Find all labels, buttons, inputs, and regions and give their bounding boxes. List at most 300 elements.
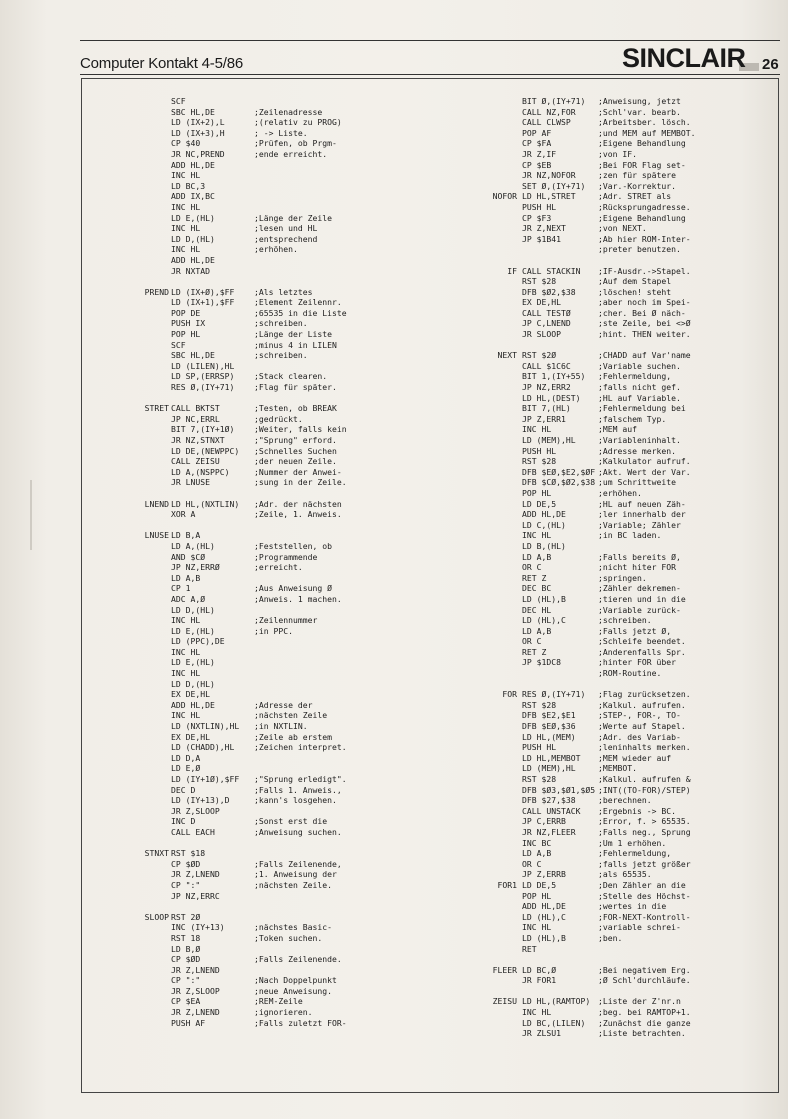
instruction: INC D bbox=[171, 816, 196, 827]
line-comment: ;cher. Bei Ø näch- bbox=[598, 307, 686, 318]
line-comment: ;Falls jetzt Ø, bbox=[598, 625, 672, 636]
instruction: LD B,(HL) bbox=[522, 540, 566, 551]
line-comment: ;Zeile, 1. Anweis. bbox=[254, 509, 342, 520]
line-comment: ;entsprechend bbox=[254, 233, 318, 244]
instruction: JR Z,IF bbox=[522, 148, 557, 159]
line-comment: ;gedrückt. bbox=[254, 413, 303, 424]
instruction: LD B,A bbox=[171, 530, 201, 541]
instruction: INC HL bbox=[171, 615, 201, 626]
line-comment: ;von NEXT. bbox=[598, 223, 647, 234]
instruction: JR NZ,NOFOR bbox=[522, 170, 576, 181]
line-comment: ;ignorieren. bbox=[254, 1007, 313, 1018]
instruction: INC HL bbox=[171, 710, 201, 721]
line-comment: ;als 65535. bbox=[598, 869, 652, 880]
instruction: DEC D bbox=[171, 784, 196, 795]
instruction: RST $28 bbox=[522, 699, 557, 710]
instruction: ADD HL,DE bbox=[522, 509, 566, 520]
line-comment: ;erreicht. bbox=[254, 562, 303, 573]
instruction: LD (CHADD),HL bbox=[171, 742, 235, 753]
line-comment: ;Adr. der nächsten bbox=[254, 498, 342, 509]
line-comment: ;Werte auf Stapel. bbox=[598, 721, 686, 732]
line-comment: ;Falls zuletzt FOR- bbox=[254, 1017, 347, 1028]
instruction: LD (IX+3),H bbox=[171, 127, 225, 138]
line-comment: ;ste Zeile, bei <>Ø bbox=[598, 318, 691, 329]
instruction: JR Z,LNEND bbox=[171, 964, 220, 975]
line-comment: ;preter benutzen. bbox=[598, 244, 681, 255]
instruction: INC HL bbox=[171, 170, 201, 181]
line-comment: ;Testen, ob BREAK bbox=[254, 403, 337, 414]
line-comment: ;Error, f. > 65535. bbox=[598, 816, 691, 827]
line-comment: ;lesen und HL bbox=[254, 223, 318, 234]
instruction: CALL $1C6C bbox=[522, 360, 571, 371]
instruction: JR Z,SLOOP bbox=[171, 805, 220, 816]
line-comment: ;Um 1 erhöhen. bbox=[598, 837, 667, 848]
line-comment: ;Kalkulator aufruf. bbox=[598, 456, 691, 467]
instruction: LD D,(HL) bbox=[171, 678, 215, 689]
line-comment: ;Arbeitsber. lösch. bbox=[598, 117, 691, 128]
instruction: OR C bbox=[522, 636, 542, 647]
instruction: DEC HL bbox=[522, 604, 552, 615]
line-comment: ;Akt. Wert der Var. bbox=[598, 466, 691, 477]
line-comment: ;MEMBOT. bbox=[598, 763, 637, 774]
instruction: RES Ø,(IY+71) bbox=[171, 382, 235, 393]
line-comment: ;sung in der Zeile. bbox=[254, 477, 347, 488]
instruction: POP HL bbox=[171, 329, 201, 340]
line-comment: ;beg. bei RAMTOP+1. bbox=[598, 1007, 691, 1018]
line-comment: ;Aus Anweisung Ø bbox=[254, 583, 332, 594]
instruction: LD A,B bbox=[171, 572, 201, 583]
line-comment: ;Fehlermeldung bei bbox=[598, 403, 686, 414]
instruction: ADD HL,DE bbox=[171, 254, 215, 265]
instruction: RET Z bbox=[522, 572, 547, 583]
instruction: POP DE bbox=[171, 307, 201, 318]
instruction: CP $EA bbox=[171, 996, 201, 1007]
line-label: FOR bbox=[502, 689, 517, 700]
instruction: INC HL bbox=[522, 1007, 552, 1018]
instruction: EX DE,HL bbox=[171, 731, 210, 742]
line-comment: ;von IF. bbox=[598, 148, 637, 159]
line-comment: ;"Sprung" erford. bbox=[254, 435, 337, 445]
instruction: CALL ZEISU bbox=[171, 456, 220, 467]
line-comment: ;zen für spätere bbox=[598, 170, 676, 181]
instruction: JP Z,ERRB bbox=[522, 869, 566, 880]
instruction: ADD HL,DE bbox=[171, 159, 215, 170]
instruction: BIT 7,(HL) bbox=[522, 403, 571, 414]
line-comment: ;Variable zurück- bbox=[598, 604, 681, 615]
instruction: LD (IY+13),D bbox=[171, 795, 230, 806]
instruction: JP NZ,ERR2 bbox=[522, 382, 571, 393]
section-title: SINCLAIR bbox=[622, 43, 746, 73]
line-label: SLOOP bbox=[144, 911, 169, 922]
instruction: LD (IX+2),L bbox=[171, 117, 225, 128]
line-comment: ;in PPC. bbox=[254, 625, 293, 636]
instruction: CP $FA bbox=[522, 138, 552, 149]
header-top-rule bbox=[80, 40, 780, 41]
instruction: DFB $CØ,$Ø2,$38 bbox=[522, 477, 596, 488]
line-comment: ;leninhalts merken. bbox=[598, 742, 691, 753]
instruction: LD E,(HL) bbox=[171, 657, 215, 668]
instruction: CP $F3 bbox=[522, 212, 552, 223]
instruction: RST $2Ø bbox=[522, 350, 557, 361]
line-comment: ;Programmende bbox=[254, 551, 318, 562]
line-comment: ;schreiben. bbox=[254, 318, 308, 329]
instruction: CALL UNSTACK bbox=[522, 805, 581, 816]
line-label: STNXT bbox=[144, 848, 169, 859]
line-comment: ;Ab hier ROM-Inter- bbox=[598, 233, 691, 244]
instruction: CALL CLWSP bbox=[522, 117, 571, 128]
line-comment: ;Nummer der Anwei- bbox=[254, 466, 342, 477]
instruction: DFB $E2,$E1 bbox=[522, 710, 576, 721]
line-comment: ;wertes in die bbox=[598, 901, 667, 912]
line-comment: ;in BC laden. bbox=[598, 530, 662, 541]
line-label: NEXT bbox=[497, 350, 517, 361]
instruction: POP HL bbox=[522, 487, 552, 498]
line-comment: ;Falls 1. Anweis., bbox=[254, 784, 342, 795]
instruction: RST 18 bbox=[171, 932, 201, 943]
line-comment: ;in NXTLIN. bbox=[254, 721, 308, 732]
line-label: NOFOR bbox=[492, 191, 517, 202]
instruction: JP $1DC8 bbox=[522, 657, 561, 668]
line-comment: ;MEM auf bbox=[598, 424, 637, 435]
line-comment: ;minus 4 in LILEN bbox=[254, 339, 337, 350]
line-label: FLEER bbox=[492, 964, 517, 975]
instruction: PUSH HL bbox=[522, 445, 557, 456]
instruction: JP NZ,ERRØ bbox=[171, 562, 220, 573]
line-comment: ;schreiben. bbox=[254, 350, 308, 361]
instruction: CP ":" bbox=[171, 975, 201, 986]
instruction: CALL BKTST bbox=[171, 403, 220, 414]
line-comment: ;erhöhen. bbox=[598, 487, 642, 498]
line-comment: ; -> Liste. bbox=[254, 127, 308, 138]
line-label: STRET bbox=[144, 403, 169, 414]
instruction: JR FOR1 bbox=[522, 975, 557, 986]
instruction: LD B,Ø bbox=[171, 943, 201, 954]
line-comment: ;"Sprung erledigt". bbox=[254, 774, 347, 784]
line-comment: ;ROM-Routine. bbox=[598, 668, 662, 679]
instruction: LD DE,(NEWPPC) bbox=[171, 445, 240, 456]
instruction: LD SP,(ERRSP) bbox=[171, 371, 235, 382]
line-comment: ;Kalkul. aufrufen. bbox=[598, 699, 686, 710]
line-comment: ;Stack clearen. bbox=[254, 371, 328, 382]
instruction: LD HL,MEMBOT bbox=[522, 752, 581, 763]
line-comment: ;Stelle des Höchst- bbox=[598, 890, 691, 901]
instruction: EX DE,HL bbox=[171, 689, 210, 700]
instruction: LD A,(NSPPC) bbox=[171, 466, 230, 477]
line-comment: ;Anweisung suchen. bbox=[254, 826, 342, 837]
line-comment: ;nächstes Basic- bbox=[254, 922, 332, 933]
line-comment: ;Sonst erst die bbox=[254, 816, 328, 827]
line-comment: ;(relativ zu PROG) bbox=[254, 117, 342, 128]
instruction: DFB $27,$38 bbox=[522, 795, 576, 806]
line-comment: ;hint. THEN weiter. bbox=[598, 329, 691, 340]
instruction: RES Ø,(IY+71) bbox=[522, 689, 586, 700]
instruction: CP $ØD bbox=[171, 858, 201, 869]
line-comment: ;nicht hiter FOR bbox=[598, 562, 676, 573]
line-label: LNEND bbox=[144, 498, 169, 509]
instruction: PUSH HL bbox=[522, 201, 557, 212]
instruction: INC HL bbox=[522, 530, 552, 541]
line-comment: ;Den Zähler an die bbox=[598, 879, 686, 890]
line-comment: ;berechnen. bbox=[598, 795, 652, 806]
line-comment: ;65535 in die Liste bbox=[254, 307, 347, 318]
instruction: JR Z,SLOOP bbox=[171, 985, 220, 996]
line-comment: ;Falls neg., Sprung bbox=[598, 826, 691, 837]
line-comment: ;falschem Typ. bbox=[598, 413, 667, 424]
line-comment: ;Flag zurücksetzen. bbox=[598, 689, 691, 700]
line-comment: ;falls nicht gef. bbox=[598, 382, 681, 393]
line-comment: ;Zunächst die ganze bbox=[598, 1017, 691, 1028]
page-number: 26 bbox=[762, 56, 779, 73]
line-comment: ;Fehlermeldung, bbox=[598, 848, 672, 859]
line-comment: ;Token suchen. bbox=[254, 932, 323, 943]
instruction: CALL STACKIN bbox=[522, 265, 581, 276]
instruction: LD (MEM),HL bbox=[522, 763, 576, 774]
instruction: LD (MEM),HL bbox=[522, 435, 576, 445]
instruction: LD D,A bbox=[171, 752, 201, 763]
instruction: INC HL bbox=[171, 668, 201, 679]
line-comment: ;und MEM auf MEMBOT. bbox=[598, 127, 696, 138]
instruction: JR ZLSU1 bbox=[522, 1028, 561, 1039]
instruction: LD C,(HL) bbox=[522, 519, 566, 530]
line-comment: ;MEM wieder auf bbox=[598, 752, 672, 763]
instruction: LD BC,Ø bbox=[522, 964, 557, 975]
line-comment: ;Fehlermeldung, bbox=[598, 371, 672, 382]
line-comment: ;springen. bbox=[598, 572, 647, 583]
line-label: FOR1 bbox=[497, 879, 517, 890]
instruction: JR NC,PREND bbox=[171, 148, 225, 159]
instruction: RST $18 bbox=[171, 848, 206, 859]
instruction: CP $EB bbox=[522, 159, 552, 170]
instruction: LD DE,5 bbox=[522, 498, 557, 509]
instruction: JP NZ,ERRC bbox=[171, 890, 220, 901]
instruction: LD BC,(LILEN) bbox=[522, 1017, 586, 1028]
instruction: LD HL,(RAMTOP) bbox=[522, 996, 591, 1007]
instruction: PUSH HL bbox=[522, 742, 557, 753]
instruction: JR Z,NEXT bbox=[522, 223, 566, 234]
magazine-issue-title: Computer Kontakt 4-5/86 bbox=[80, 55, 243, 72]
instruction: ADD HL,DE bbox=[522, 901, 566, 912]
line-comment: ;kann's losgehen. bbox=[254, 795, 337, 806]
line-comment: ;Adresse der bbox=[254, 699, 313, 710]
instruction: LD (NXTLIN),HL bbox=[171, 721, 240, 732]
instruction: DFB $Ø3,$Ø1,$Ø5 bbox=[522, 784, 596, 795]
instruction: SBC HL,DE bbox=[171, 350, 215, 361]
instruction: INC (IY+13) bbox=[171, 922, 225, 933]
instruction: AND $CØ bbox=[171, 551, 206, 562]
instruction: RST 2Ø bbox=[171, 911, 201, 922]
instruction: LD (IX+1),$FF bbox=[171, 297, 235, 308]
line-comment: ;Feststellen, ob bbox=[254, 540, 332, 551]
instruction: INC HL bbox=[171, 646, 201, 657]
instruction: RST $28 bbox=[522, 456, 557, 467]
line-comment: ;Variable; Zähler bbox=[598, 519, 681, 530]
instruction: LD A,B bbox=[522, 551, 552, 562]
instruction: LD A,B bbox=[522, 625, 552, 636]
instruction: LD (HL),B bbox=[522, 593, 566, 604]
instruction: PUSH IX bbox=[171, 318, 206, 329]
line-comment: ;Länge der Liste bbox=[254, 329, 332, 340]
line-comment: ;Rücksprungadresse. bbox=[598, 201, 691, 212]
line-comment: ;Ergebnis -> BC. bbox=[598, 805, 676, 816]
line-label: IF bbox=[507, 265, 517, 276]
instruction: BIT 7,(IY+1Ø) bbox=[171, 424, 235, 435]
line-comment: ;neue Anweisung. bbox=[254, 985, 332, 996]
line-comment: ;Variableninhalt. bbox=[598, 435, 681, 445]
instruction: LD E,(HL) bbox=[171, 625, 215, 636]
instruction: RET bbox=[522, 943, 537, 954]
instruction: INC HL bbox=[522, 922, 552, 933]
instruction: JR SLOOP bbox=[522, 329, 561, 340]
instruction: LD (IX+Ø),$FF bbox=[171, 286, 235, 297]
instruction: LD (IY+1Ø),$FF bbox=[171, 774, 240, 784]
line-comment: ;Eigene Behandlung bbox=[598, 138, 686, 149]
line-comment: ;der neuen Zeile. bbox=[254, 456, 337, 467]
line-comment: ;Als letztes bbox=[254, 286, 313, 297]
instruction: JP Z,ERR1 bbox=[522, 413, 566, 424]
instruction: LD (PPC),DE bbox=[171, 636, 225, 647]
line-comment: ;Adr. des Variab- bbox=[598, 731, 681, 742]
line-comment: ;Falls Zeilenende, bbox=[254, 858, 342, 869]
line-comment: ;CHADD auf Var'name bbox=[598, 350, 691, 361]
instruction: DEC BC bbox=[522, 583, 552, 594]
line-comment: ;Länge der Zeile bbox=[254, 212, 332, 223]
line-comment: ;Zeile ab erstem bbox=[254, 731, 332, 742]
instruction: JR NXTAD bbox=[171, 265, 210, 276]
line-comment: ;ler innerhalb der bbox=[598, 509, 686, 520]
line-comment: ;HL auf neuen Zäh- bbox=[598, 498, 686, 509]
instruction: LD (HL),C bbox=[522, 911, 566, 922]
instruction: CP $ØD bbox=[171, 954, 201, 965]
instruction: XOR A bbox=[171, 509, 196, 520]
line-comment: ;Flag für später. bbox=[254, 382, 337, 393]
line-comment: ;Adresse merken. bbox=[598, 445, 676, 456]
instruction: OR C bbox=[522, 562, 542, 573]
instruction: POP AF bbox=[522, 127, 552, 138]
instruction: SBC HL,DE bbox=[171, 106, 215, 117]
line-comment: ;Zeichen interpret. bbox=[254, 742, 347, 753]
instruction: LD BC,3 bbox=[171, 180, 206, 191]
instruction: INC HL bbox=[522, 424, 552, 435]
instruction: CP $40 bbox=[171, 138, 201, 149]
line-comment: ;Prüfen, ob Prgm- bbox=[254, 138, 337, 149]
instruction: INC HL bbox=[171, 223, 201, 234]
line-comment: ;Variable suchen. bbox=[598, 360, 681, 371]
instruction: RST $28 bbox=[522, 774, 557, 784]
line-comment: ;falls jetzt größer bbox=[598, 858, 691, 869]
line-comment: ;Nach Doppelpunkt bbox=[254, 975, 337, 986]
instruction: LD A,(HL) bbox=[171, 540, 215, 551]
instruction: INC HL bbox=[171, 244, 201, 255]
instruction: LD E,Ø bbox=[171, 763, 201, 774]
line-comment: ;Falls bereits Ø, bbox=[598, 551, 681, 562]
line-comment: ;um Schrittweite bbox=[598, 477, 676, 488]
instruction: CP ":" bbox=[171, 879, 201, 890]
instruction: LD D,(HL) bbox=[171, 604, 215, 615]
line-comment: ;Anweisung, jetzt bbox=[598, 96, 681, 106]
line-comment: ;Bei negativem Erg. bbox=[598, 964, 691, 975]
instruction: LD DE,5 bbox=[522, 879, 557, 890]
line-comment: ;variable schrei- bbox=[598, 922, 681, 933]
line-comment: ;Kalkul. aufrufen & bbox=[598, 774, 691, 784]
instruction: DFB $EØ,$36 bbox=[522, 721, 576, 732]
instruction: SET Ø,(IY+71) bbox=[522, 180, 586, 191]
instruction: LD HL,(MEM) bbox=[522, 731, 576, 742]
instruction: JP NC,ERRL bbox=[171, 413, 220, 424]
line-comment: ;Falls Zeilenende. bbox=[254, 954, 342, 965]
line-comment: ;ende erreicht. bbox=[254, 148, 328, 159]
instruction: SCF bbox=[171, 339, 186, 350]
line-comment: ;Bei FOR Flag set- bbox=[598, 159, 686, 170]
instruction: LD D,(HL) bbox=[171, 233, 215, 244]
instruction: LD HL,(DEST) bbox=[522, 392, 581, 403]
instruction: JR NZ,FLEER bbox=[522, 826, 576, 837]
instruction: BIT Ø,(IY+71) bbox=[522, 96, 586, 106]
instruction: SCF bbox=[171, 96, 186, 106]
instruction: JR Z,LNEND bbox=[171, 869, 220, 880]
instruction: PUSH AF bbox=[171, 1017, 206, 1028]
instruction: LD (HL),B bbox=[522, 932, 566, 943]
line-comment: ;1. Anweisung der bbox=[254, 869, 337, 880]
instruction: LD (LILEN),HL bbox=[171, 360, 235, 371]
instruction: JP C,LNEND bbox=[522, 318, 571, 329]
line-comment: ;Auf dem Stapel bbox=[598, 276, 672, 287]
line-comment: ;Schl'var. bearb. bbox=[598, 106, 681, 117]
line-comment: ;Weiter, falls kein bbox=[254, 424, 347, 435]
instruction: RST $28 bbox=[522, 276, 557, 287]
line-comment: ;Var.-Korrektur. bbox=[598, 180, 676, 191]
instruction: OR C bbox=[522, 858, 542, 869]
instruction: CALL NZ,FOR bbox=[522, 106, 576, 117]
instruction: LD (HL),C bbox=[522, 615, 566, 626]
instruction: LD HL,STRET bbox=[522, 191, 576, 202]
instruction: LD E,(HL) bbox=[171, 212, 215, 223]
line-comment: ;ben. bbox=[598, 932, 623, 943]
instruction: JR NZ,STNXT bbox=[171, 435, 225, 445]
instruction: RET Z bbox=[522, 646, 547, 657]
instruction: JR Z,LNEND bbox=[171, 1007, 220, 1018]
line-comment: ;aber noch im Spei- bbox=[598, 297, 691, 308]
line-comment: ;schreiben. bbox=[598, 615, 652, 626]
instruction: POP HL bbox=[522, 890, 552, 901]
line-comment: ;IF-Ausdr.->Stapel. bbox=[598, 265, 691, 276]
line-comment: ;Adr. STRET als bbox=[598, 191, 672, 202]
line-comment: ;erhöhen. bbox=[254, 244, 298, 255]
line-comment: ;Anderenfalls Spr. bbox=[598, 646, 686, 657]
line-comment: ;hinter FOR über bbox=[598, 657, 676, 668]
instruction: JP $1B41 bbox=[522, 233, 561, 244]
line-comment: ;Schnelles Suchen bbox=[254, 445, 337, 456]
instruction: ADC A,Ø bbox=[171, 593, 206, 604]
instruction: BIT 1,(IY+55) bbox=[522, 371, 586, 382]
margin-mark bbox=[30, 480, 32, 550]
instruction: INC HL bbox=[171, 201, 201, 212]
instruction: CALL EACH bbox=[171, 826, 215, 837]
line-comment: ;nächsten Zeile. bbox=[254, 879, 332, 890]
instruction: ADD HL,DE bbox=[171, 699, 215, 710]
line-comment: ;INT((TO-FOR)/STEP) bbox=[598, 784, 691, 795]
line-comment: ;Anweis. 1 machen. bbox=[254, 593, 342, 604]
line-comment: ;Eigene Behandlung bbox=[598, 212, 686, 223]
instruction: LD A,B bbox=[522, 848, 552, 859]
instruction: CP 1 bbox=[171, 583, 191, 594]
instruction: JP C,ERRB bbox=[522, 816, 566, 827]
line-comment: ;tieren und in die bbox=[598, 593, 686, 604]
header-bottom-rule bbox=[80, 74, 780, 75]
line-comment: ;löschen! steht bbox=[598, 286, 672, 297]
instruction: INC BC bbox=[522, 837, 552, 848]
line-comment: ;nächsten Zeile bbox=[254, 710, 328, 721]
instruction: ADD IX,BC bbox=[171, 191, 215, 202]
